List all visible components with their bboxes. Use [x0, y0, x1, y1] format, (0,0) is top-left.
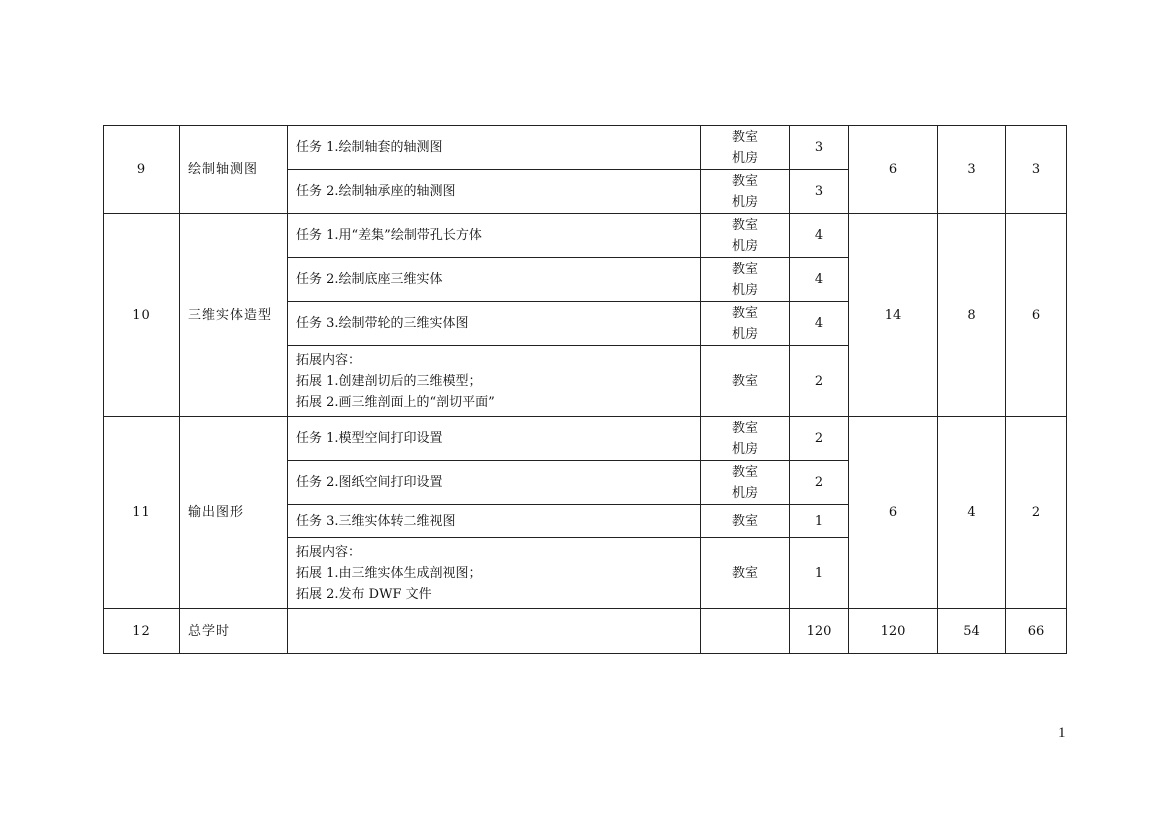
place-line: 教室	[731, 217, 758, 233]
total-row-theory: 54	[938, 609, 1006, 654]
teaching-place	[701, 417, 790, 461]
task-line: 拓展 2.发布 DWF 文件	[296, 586, 432, 602]
task-line: 任务 2.图纸空间打印设置	[296, 475, 443, 490]
table-row	[104, 214, 1067, 258]
task-hours: 2	[790, 417, 849, 461]
unit-name: 绘制轴测图	[180, 126, 288, 214]
task-line: 任务 1.绘制轴套的轴测图	[296, 140, 443, 155]
table-row	[104, 417, 1067, 461]
task-description	[288, 417, 701, 461]
teaching-place	[701, 214, 790, 258]
teaching-place	[701, 538, 790, 609]
task-hours: 4	[790, 214, 849, 258]
place-line: 机房	[731, 194, 758, 210]
teaching-place	[701, 126, 790, 170]
place-line: 教室	[731, 305, 758, 321]
task-line: 拓展 2.画三维剖面上的“剖切平面”	[296, 394, 495, 410]
place-line: 教室	[731, 565, 758, 581]
place-line: 教室	[731, 464, 758, 480]
task-description	[288, 302, 701, 346]
task-line: 任务 2.绘制轴承座的轴测图	[296, 184, 456, 199]
teaching-place	[701, 302, 790, 346]
teaching-place	[701, 505, 790, 538]
place-line: 教室	[731, 420, 758, 436]
practice-hours: 3	[1006, 126, 1067, 214]
page-number: 1	[1058, 725, 1066, 741]
place-line: 教室	[731, 373, 758, 389]
total-row-task	[288, 609, 701, 654]
total-row-hours: 120	[790, 609, 849, 654]
task-hours: 2	[790, 461, 849, 505]
task-description	[288, 126, 701, 170]
place-line: 机房	[731, 282, 758, 298]
total-row	[104, 609, 1067, 654]
task-description	[288, 170, 701, 214]
task-hours: 3	[790, 126, 849, 170]
place-line: 教室	[731, 129, 758, 145]
task-description	[288, 538, 701, 609]
unit-name: 输出图形	[180, 417, 288, 609]
theory-hours: 8	[938, 214, 1006, 417]
theory-hours: 4	[938, 417, 1006, 609]
task-line: 任务 3.绘制带轮的三维实体图	[296, 316, 469, 331]
total-row-number: 12	[104, 609, 180, 654]
task-description	[288, 214, 701, 258]
task-line: 任务 1.用“差集”绘制带孔长方体	[296, 228, 482, 243]
task-hours: 1	[790, 505, 849, 538]
task-hours: 4	[790, 302, 849, 346]
unit-total-hours: 6	[849, 417, 938, 609]
task-line: 拓展内容：	[296, 544, 362, 560]
task-hours: 3	[790, 170, 849, 214]
unit-name: 三维实体造型	[180, 214, 288, 417]
task-line: 任务 2.绘制底座三维实体	[296, 272, 443, 287]
place-line: 机房	[731, 238, 758, 254]
place-line: 教室	[731, 173, 758, 189]
task-description	[288, 505, 701, 538]
teaching-place	[701, 461, 790, 505]
place-line: 机房	[731, 441, 758, 457]
place-line: 教室	[731, 261, 758, 277]
total-row-label: 总学时	[180, 609, 288, 654]
task-hours: 4	[790, 258, 849, 302]
task-line: 任务 1.模型空间打印设置	[296, 431, 443, 446]
task-hours: 1	[790, 538, 849, 609]
practice-hours: 2	[1006, 417, 1067, 609]
place-line: 机房	[731, 150, 758, 166]
unit-total-hours: 6	[849, 126, 938, 214]
total-row-practice: 66	[1006, 609, 1067, 654]
total-row-place	[701, 609, 790, 654]
unit-number: 10	[104, 214, 180, 417]
table-row	[104, 126, 1067, 170]
place-line: 教室	[731, 513, 758, 529]
theory-hours: 3	[938, 126, 1006, 214]
task-hours: 2	[790, 346, 849, 417]
task-line: 拓展 1.由三维实体生成剖视图；	[296, 565, 482, 581]
course-schedule-table	[103, 125, 1067, 654]
task-description	[288, 461, 701, 505]
unit-number: 9	[104, 126, 180, 214]
task-line: 拓展内容：	[296, 352, 362, 368]
place-line: 机房	[731, 326, 758, 342]
unit-total-hours: 14	[849, 214, 938, 417]
teaching-place	[701, 346, 790, 417]
task-description	[288, 258, 701, 302]
place-line: 机房	[731, 485, 758, 501]
task-line: 任务 3.三维实体转二维视图	[296, 513, 456, 529]
total-row-total: 120	[849, 609, 938, 654]
teaching-place	[701, 258, 790, 302]
task-line: 拓展 1.创建剖切后的三维模型；	[296, 373, 482, 389]
practice-hours: 6	[1006, 214, 1067, 417]
teaching-place	[701, 170, 790, 214]
unit-number: 11	[104, 417, 180, 609]
task-description	[288, 346, 701, 417]
table-body	[104, 126, 1067, 654]
